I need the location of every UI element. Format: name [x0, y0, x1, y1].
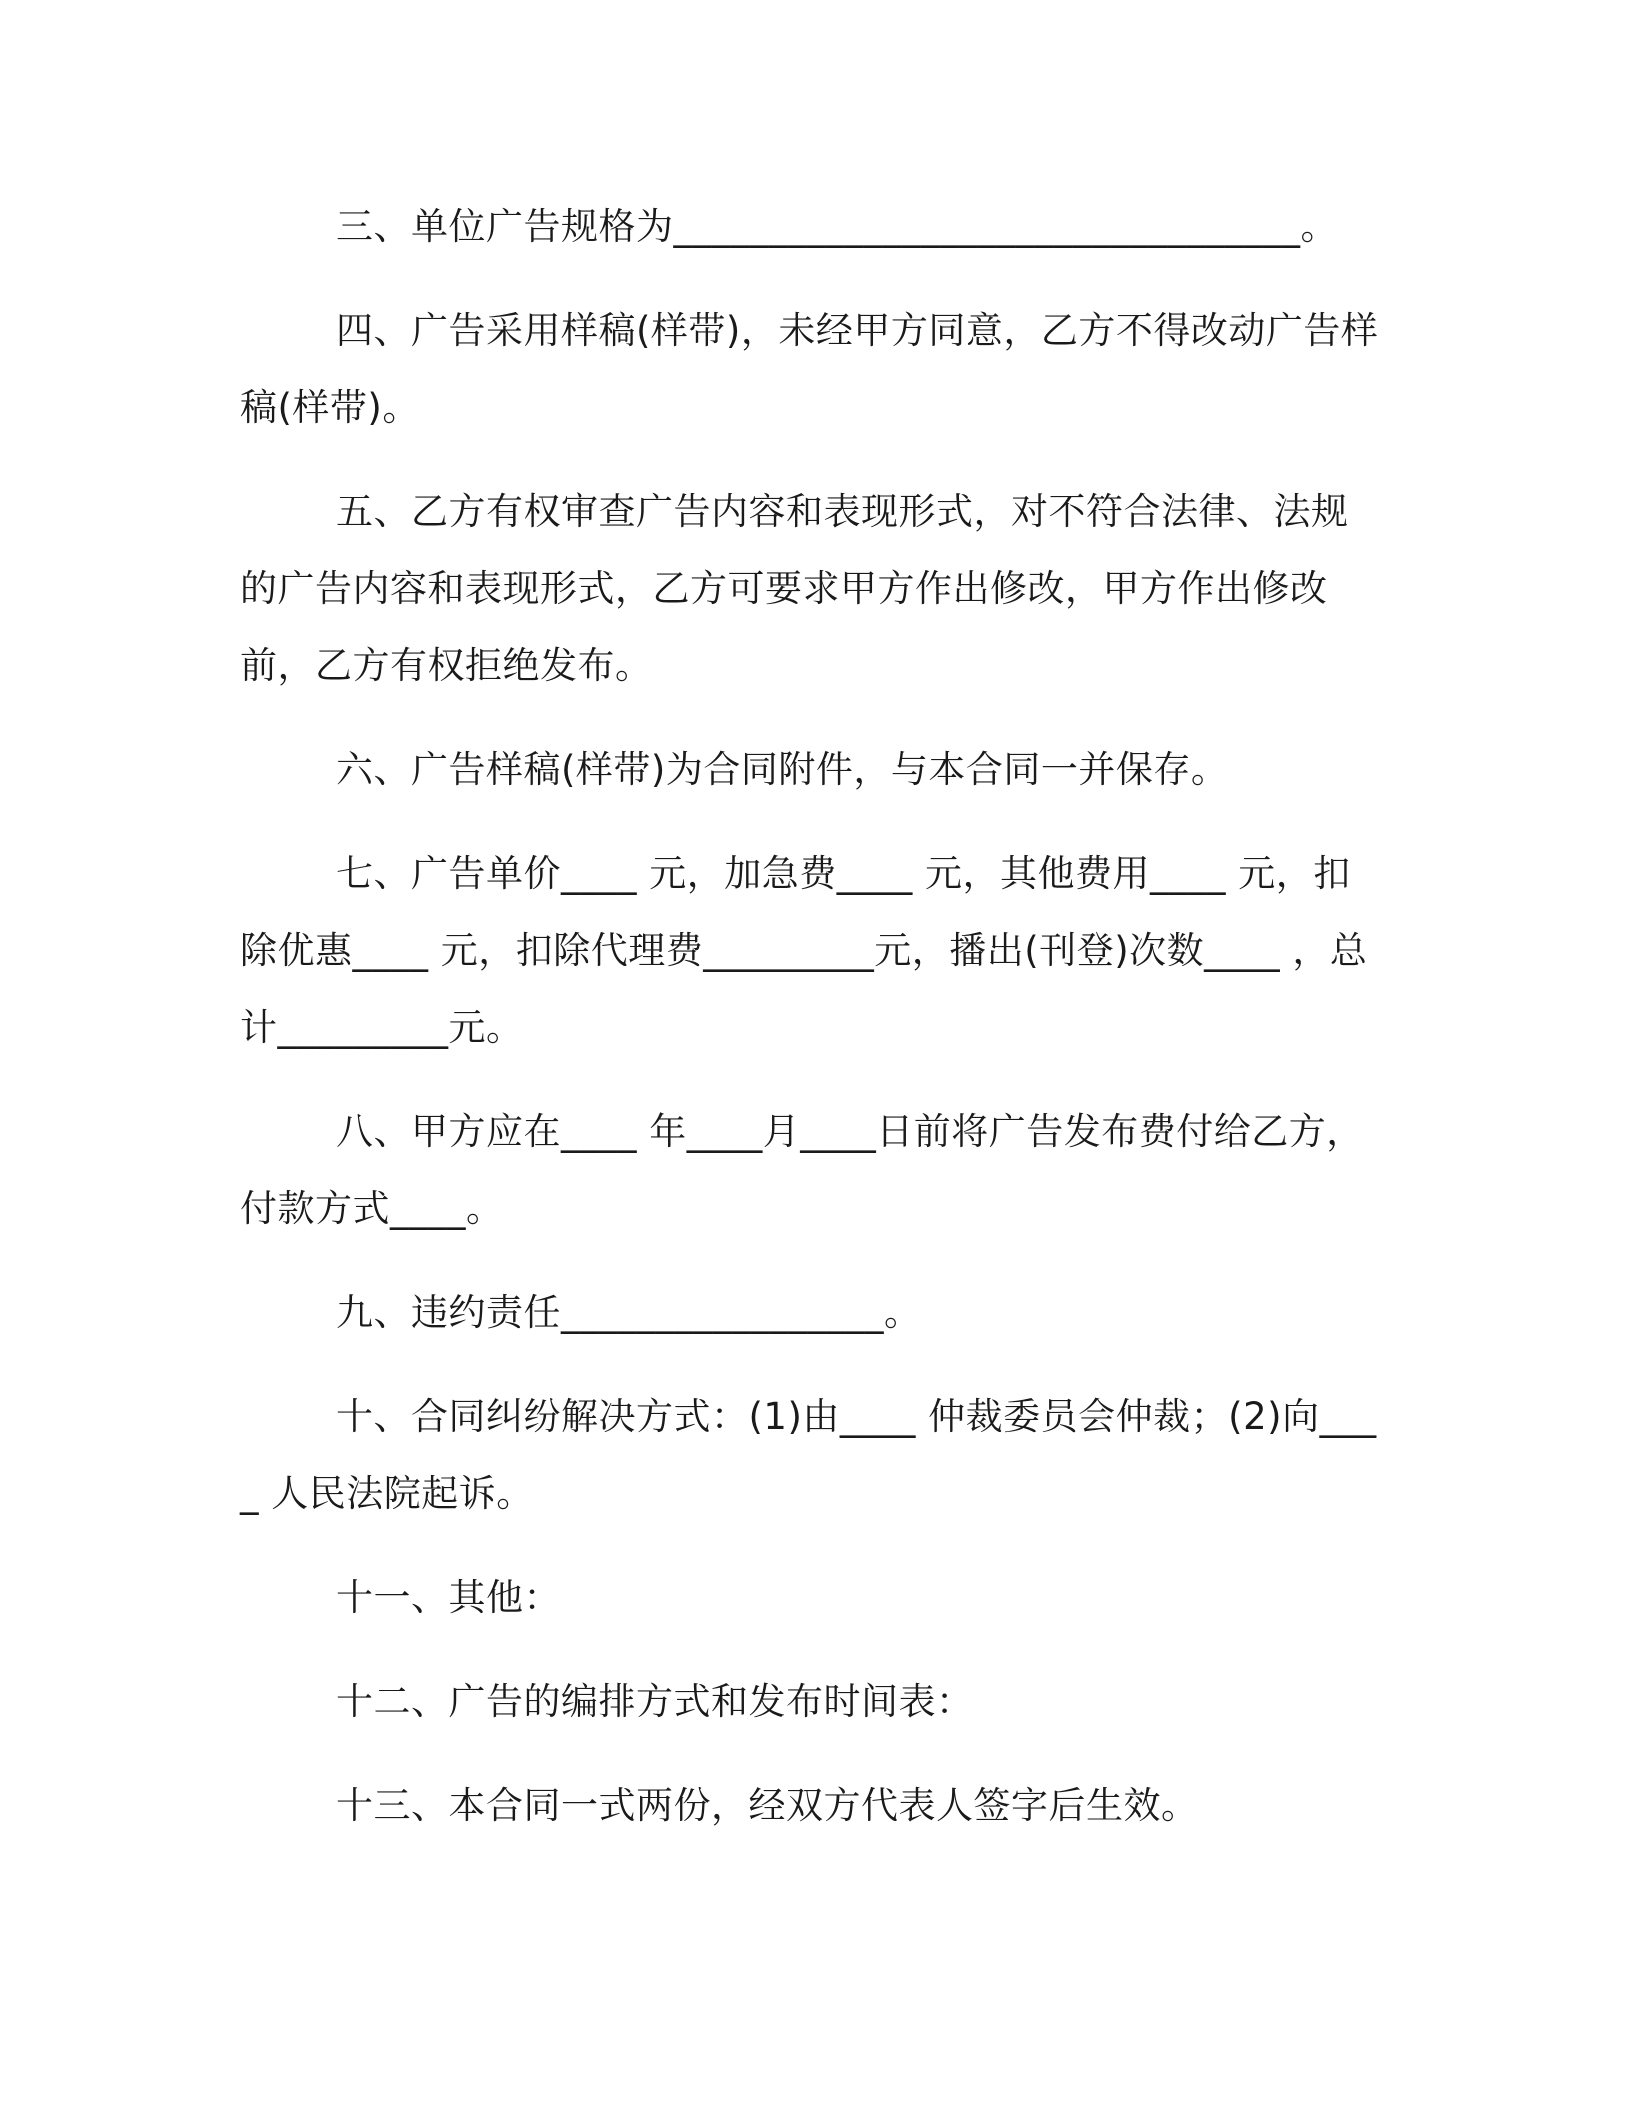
clause-13-paragraph: 十三、本合同一式两份，经双方代表人签字后生效。	[336, 1784, 1199, 1827]
clause-10-paragraph: 十、合同纠纷解决方式：(1)由____ 仲裁委员会仲裁；(2)向____ 人民法院起诉。	[240, 1395, 1377, 1515]
clause-5-paragraph: 五、乙方有权审查广告内容和表现形式，对不符合法律、法规的广告内容和表现形式，乙方可要求甲方作出修改，甲方作出修改前，乙方有权拒绝发布。	[240, 490, 1349, 687]
clause-9-paragraph: 九、违约责任_________________。	[336, 1291, 922, 1334]
clause-8-paragraph: 八、甲方应在____ 年____月____日前将广告发布费付给乙方，付款方式____。	[240, 1110, 1364, 1230]
clause-4-paragraph: 四、广告采用样稿(样带)，未经甲方同意，乙方不得改动广告样稿(样带)。	[240, 309, 1379, 429]
contract-body	[240, 188, 1380, 1871]
clause-3-paragraph: 三、单位广告规格为_________________________________。	[336, 205, 1338, 248]
clause-11-paragraph: 十一、其他：	[336, 1576, 561, 1619]
clause-12-paragraph: 十二、广告的编排方式和发布时间表：	[336, 1680, 974, 1723]
clause-6-paragraph: 六、广告样稿(样带)为合同附件，与本合同一并保存。	[336, 748, 1229, 791]
clause-7-paragraph: 七、广告单价____ 元，加急费____ 元，其他费用____ 元，扣除优惠____ 元，扣除代理费_________元，播出(刊登)次数____ ，总计_________元。	[240, 852, 1368, 1049]
